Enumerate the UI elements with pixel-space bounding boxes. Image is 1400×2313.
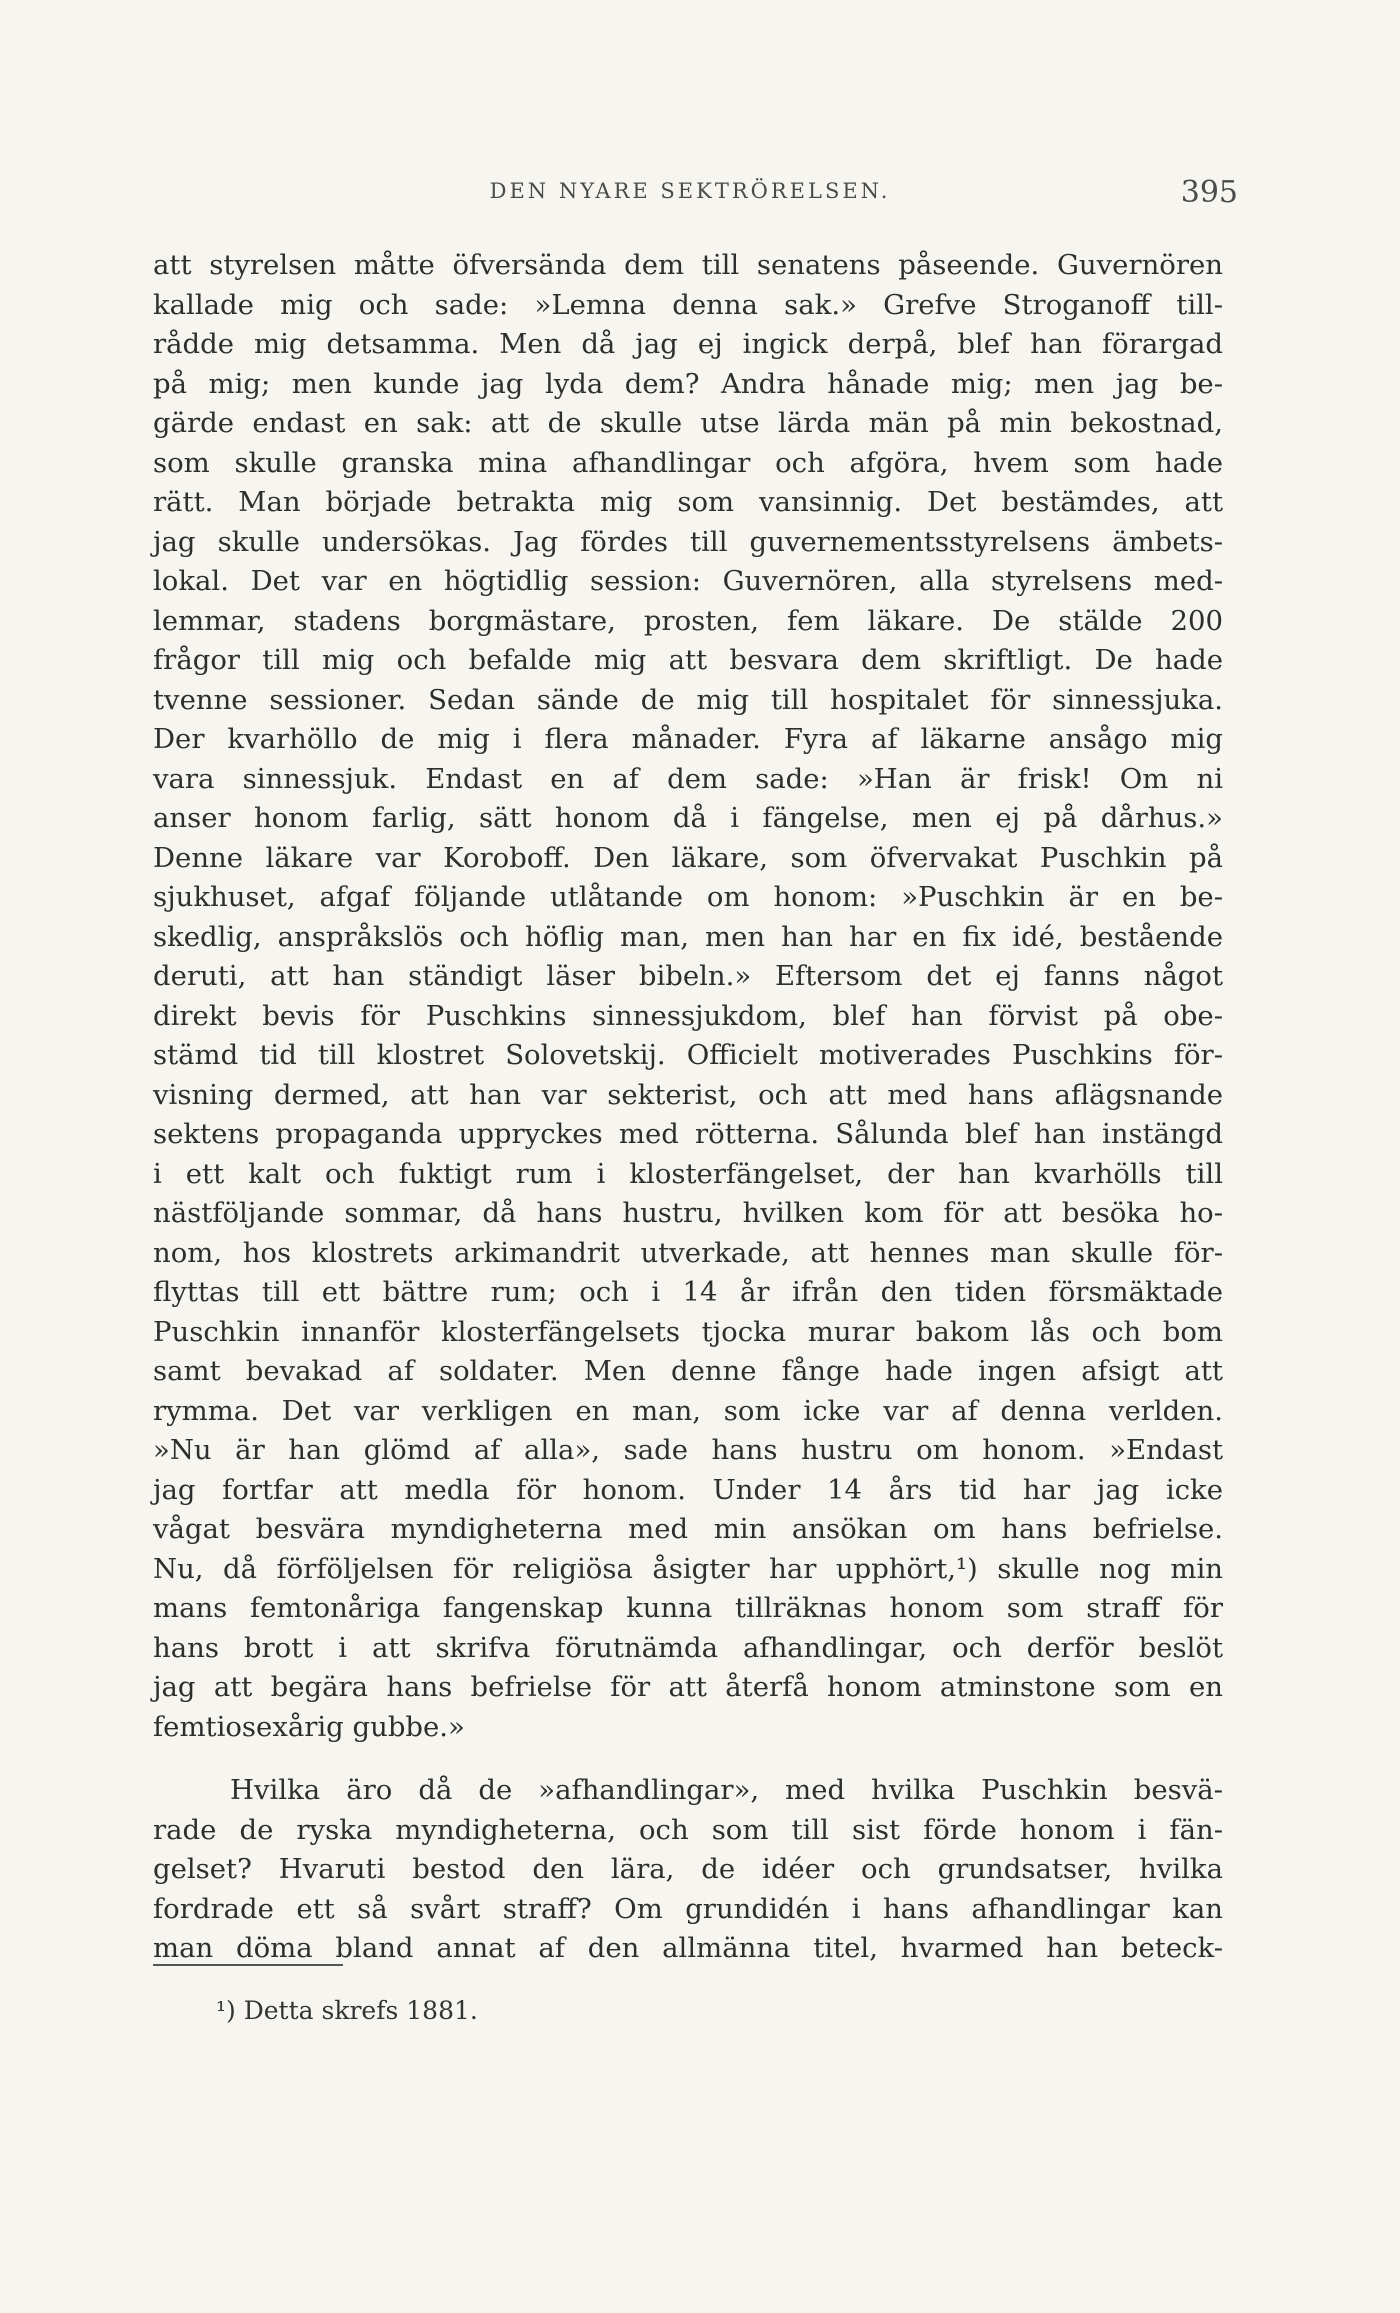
text-line: sjukhuset, afgaf följande utlåtande om honom: »Puschkin är en be-	[153, 881, 1223, 913]
text-line: Der kvarhöllo de mig i flera månader. Fyra af läkarne ansågo mig	[153, 723, 1223, 755]
text-line: samt bevakad af soldater. Men denne fånge hade ingen afsigt att	[153, 1355, 1223, 1387]
text-line: i ett kalt och fuktigt rum i klosterfängelset, der han kvarhölls till	[153, 1157, 1223, 1190]
text-line: Nu, då förföljelsen för religiösa åsigter har upphört,¹) skulle nog min	[153, 1552, 1223, 1585]
text-line: stämd tid till klostret Solovetskij. Officielt motiverades Puschkins för-	[153, 1039, 1223, 1071]
text-line: deruti, att han ständigt läser bibeln.» Eftersom det ej fanns något	[153, 960, 1223, 992]
text-line: att styrelsen måtte öfversända dem till senatens påseende. Guvernören	[153, 249, 1223, 281]
text-line: nästföljande sommar, då hans hustru, hvilken kom för att besöka ho-	[153, 1197, 1223, 1229]
body-text	[153, 246, 1223, 1969]
text-line: jag att begära hans befrielse för att återfå honom atminstone som en	[153, 1671, 1223, 1703]
text-line: fordrade ett så svårt straff? Om grundidén i hans afhandlingar kan	[153, 1892, 1223, 1925]
footnote-rule	[153, 1964, 343, 1966]
footnote: ¹) Detta skrefs 1881.	[216, 1996, 478, 2025]
paragraph-2	[153, 1771, 1223, 1969]
text-line: femtiosexårig gubbe.»	[153, 1710, 465, 1743]
text-line: rådde mig detsamma. Men då jag ej ingick derpå, blef han förargad	[153, 328, 1223, 360]
text-line: rade de ryska myndigheterna, och som till sist förde honom i fän-	[153, 1813, 1223, 1846]
text-line: Hvilka äro då de »afhandlingar», med hvilka Puschkin besvä-	[230, 1774, 1223, 1806]
text-line: »Nu är han glömd af alla», sade hans hustru om honom. »Endast	[153, 1434, 1223, 1466]
text-line: Puschkin innanför klosterfängelsets tjocka murar bakom lås och bom	[153, 1315, 1223, 1348]
running-head	[150, 175, 1238, 215]
text-line: lokal. Det var en högtidlig session: Guvernören, alla styrelsens med-	[153, 565, 1223, 597]
text-line: lemmar, stadens borgmästare, prosten, fem läkare. De stälde 200	[153, 604, 1223, 637]
text-line: man döma bland annat af den allmänna titel, hvarmed han beteck-	[153, 1932, 1223, 1964]
text-line: rätt. Man började betrakta mig som vansinnig. Det bestämdes, att	[153, 486, 1223, 518]
text-line: hans brott i att skrifva förutnämda afhandlingar, och derför beslöt	[153, 1631, 1223, 1664]
text-line: anser honom farlig, sätt honom då i fängelse, men ej på dårhus.»	[153, 802, 1223, 834]
text-line: nom, hos klostrets arkimandrit utverkade, att hennes man skulle för-	[153, 1236, 1223, 1269]
text-line: vara sinnessjuk. Endast en af dem sade: »Han är frisk! Om ni	[153, 762, 1223, 795]
text-line: mans femtonåriga fangenskap kunna tillräknas honom som straff för	[153, 1592, 1223, 1624]
text-line: skedlig, anspråkslös och höflig man, men han har en fix idé, bestående	[153, 920, 1223, 953]
text-line: jag fortfar att medla för honom. Under 14 års tid har jag icke	[153, 1473, 1223, 1506]
text-line: direkt bevis för Puschkins sinnessjukdom, blef han förvist på obe-	[153, 999, 1223, 1032]
paragraph-1	[153, 246, 1223, 1747]
text-line: rymma. Det var verkligen en man, som icke var af denna verlden.	[153, 1394, 1223, 1427]
paragraph-gap	[153, 1747, 1223, 1771]
text-line: flyttas till ett bättre rum; och i 14 år ifrån den tiden försmäktade	[153, 1276, 1223, 1308]
running-title: DEN NYARE SEKTRÖRELSEN.	[489, 179, 891, 203]
text-line: frågor till mig och befalde mig att besvara dem skriftligt. De hade	[153, 644, 1223, 676]
text-line: sektens propaganda uppryckes med rötterna. Sålunda blef han instängd	[153, 1118, 1223, 1150]
text-line: gelset? Hvaruti bestod den lära, de idéer och grundsatser, hvilka	[153, 1853, 1223, 1885]
text-line: kallade mig och sade: »Lemna denna sak.» Grefve Stroganoff till-	[153, 288, 1223, 321]
text-line: som skulle granska mina afhandlingar och afgöra, hvem som hade	[153, 446, 1223, 479]
text-line: på mig; men kunde jag lyda dem? Andra hånade mig; men jag be-	[153, 367, 1223, 400]
text-line: gärde endast en sak: att de skulle utse lärda män på min bekostnad,	[153, 407, 1223, 439]
text-line: vågat besvära myndigheterna med min ansökan om hans befrielse.	[153, 1513, 1223, 1545]
text-line: visning dermed, att han var sekterist, och att med hans aflägsnande	[153, 1078, 1223, 1111]
text-line: jag skulle undersökas. Jag fördes till guvernementsstyrelsens ämbets-	[153, 525, 1223, 558]
page-number: 395	[1180, 175, 1238, 210]
text-line: tvenne sessioner. Sedan sände de mig till hospitalet för sinnessjuka.	[153, 683, 1223, 716]
text-line: Denne läkare var Koroboff. Den läkare, som öfvervakat Puschkin på	[153, 841, 1223, 874]
